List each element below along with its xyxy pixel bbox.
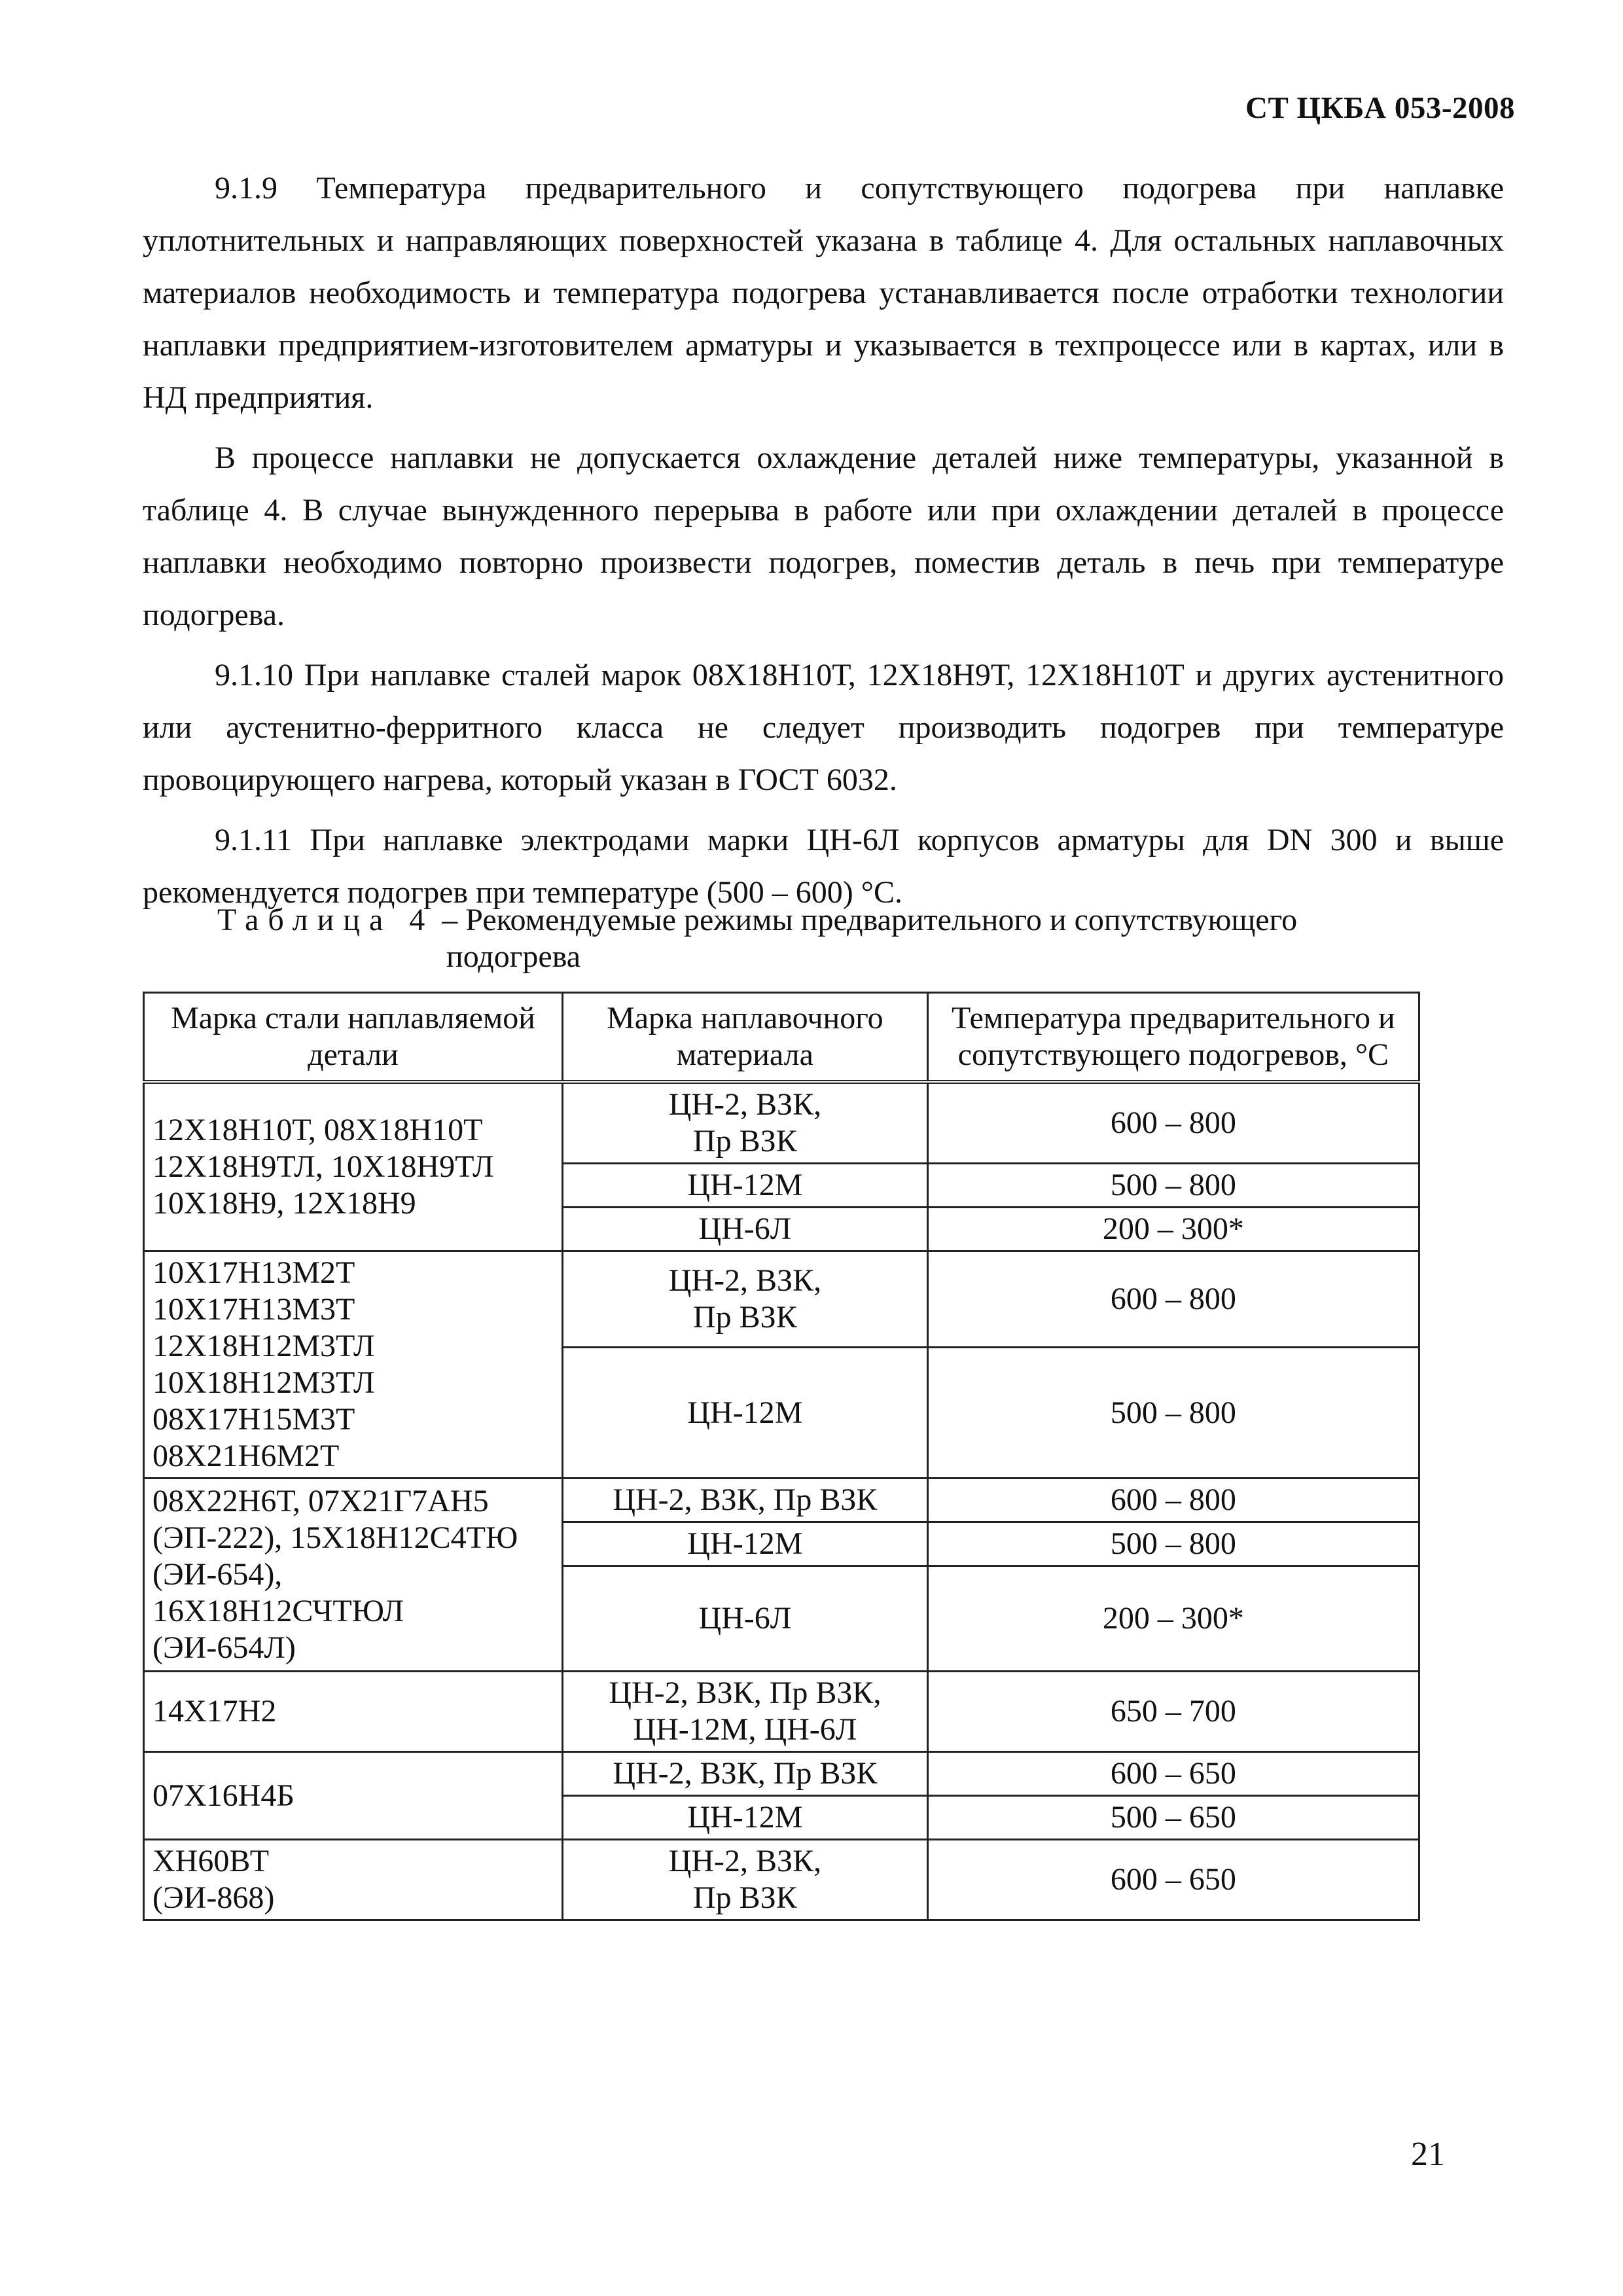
material-cell: ЦН-6Л <box>563 1208 928 1251</box>
table-row <box>144 1082 1419 1164</box>
preheat-modes-table <box>143 992 1420 1921</box>
material-cell: ЦН-2, ВЗК, Пр ВЗК <box>563 1251 928 1348</box>
material-cell: ЦН-12М <box>563 1348 928 1479</box>
temperature-cell: 500 – 800 <box>927 1164 1419 1208</box>
table-row <box>144 1479 1419 1522</box>
table-caption-line-1 <box>217 902 1461 939</box>
temperature-cell: 650 – 700 <box>927 1672 1419 1752</box>
material-cell: ЦН-12М <box>563 1164 928 1208</box>
steel-grade-cell: 12Х18Н10Т, 08Х18Н10Т 12Х18Н9ТЛ, 10Х18Н9ТЛ 10Х18Н9, 12Х18Н9 <box>144 1082 563 1251</box>
table-caption-line-2: подогрева <box>446 939 581 974</box>
material-cell: ЦН-2, ВЗК, Пр ВЗК, ЦН-12М, ЦН-6Л <box>563 1672 928 1752</box>
steel-grade-cell: 14Х17Н2 <box>144 1672 563 1752</box>
temperature-cell: 200 – 300* <box>927 1566 1419 1672</box>
body-text <box>143 162 1504 927</box>
paragraph-9-1-11: 9.1.11 При наплавке электродами марки ЦН-6Л корпусов арматуры для DN 300 и выше рекомендуется подогрев при температуре (500 – 600) °С. <box>143 823 1504 910</box>
material-cell: ЦН-12М <box>563 1796 928 1840</box>
material-cell: ЦН-2, ВЗК, Пр ВЗК <box>563 1082 928 1164</box>
steel-grade-cell: ХН60ВТ (ЭИ-868) <box>144 1840 563 1920</box>
material-cell: ЦН-6Л <box>563 1566 928 1672</box>
material-cell: ЦН-12М <box>563 1522 928 1566</box>
material-cell: ЦН-2, ВЗК, Пр ВЗК <box>563 1752 928 1796</box>
steel-grade-cell: 10Х17Н13М2Т 10Х17Н13М3Т 12Х18Н12М3ТЛ 10Х18Н12М3ТЛ 08Х17Н15М3Т 08Х21Н6М2Т <box>144 1251 563 1479</box>
temperature-cell: 600 – 650 <box>927 1752 1419 1796</box>
temperature-cell: 500 – 800 <box>927 1348 1419 1479</box>
document-code-header: СТ ЦКБА 053-2008 <box>1245 91 1515 125</box>
table-row <box>144 1840 1419 1920</box>
material-cell: ЦН-2, ВЗК, Пр ВЗК <box>563 1479 928 1522</box>
temperature-cell: 200 – 300* <box>927 1208 1419 1251</box>
temperature-cell: 600 – 800 <box>927 1251 1419 1348</box>
table-header-row <box>144 993 1419 1083</box>
temperature-cell: 600 – 800 <box>927 1479 1419 1522</box>
table-caption <box>217 902 1461 975</box>
table-row <box>144 1251 1419 1348</box>
temperature-cell: 500 – 650 <box>927 1796 1419 1840</box>
table-caption-dash: – <box>434 903 466 937</box>
header-steel-grade: Марка стали наплавляемой детали <box>144 993 563 1083</box>
temperature-cell: 600 – 800 <box>927 1082 1419 1164</box>
temperature-cell: 500 – 800 <box>927 1522 1419 1566</box>
temperature-cell: 600 – 650 <box>927 1840 1419 1920</box>
steel-grade-cell: 07Х16Н4Б <box>144 1752 563 1840</box>
table-caption-label: Таблица 4 <box>217 903 435 937</box>
header-filler-material: Марка наплавочного материала <box>563 993 928 1083</box>
steel-grade-cell: 08Х22Н6Т, 07Х21Г7АН5 (ЭП-222), 15Х18Н12С4ТЮ (ЭИ-654), 16Х18Н12СЧТЮЛ (ЭИ-654Л) <box>144 1479 563 1672</box>
table-caption-title: Рекомендуемые режимы предварительного и сопутствующего <box>465 903 1298 937</box>
header-temperature: Температура предварительного и сопутствующего подогревов, °С <box>927 993 1419 1083</box>
material-cell: ЦН-2, ВЗК, Пр ВЗК <box>563 1840 928 1920</box>
page-number: 21 <box>1411 2136 1445 2173</box>
paragraph-cooling: В процессе наплавки не допускается охлаждение деталей ниже температуры, указанной в таблице 4. В случае вынужденного перерыва в работе или при охлаждении деталей в процессе наплавки необходимо повторно произвести подогрев, поместив деталь в печь при температуре подогрева. <box>143 440 1504 632</box>
paragraph-9-1-10: 9.1.10 При наплавке сталей марок 08Х18Н10Т, 12Х18Н9Т, 12Х18Н10Т и других аустенитного или аустенитно-ферритного класса не следует производить подогрев при температуре провоцирующего нагрева, который указан в ГОСТ 6032. <box>143 658 1504 797</box>
table-row <box>144 1752 1419 1796</box>
table-row <box>144 1672 1419 1752</box>
paragraph-9-1-9: 9.1.9 Температура предварительного и сопутствующего подогрева при наплавке уплотнительных и направляющих поверхностей указана в таблице 4. Для остальных наплавочных материалов необходимость и температура подогрева устанавливается после отработки технологии наплавки предприятием-изготовителем арматуры и указывается в техпроцессе или в картах, или в НД предприятия. <box>143 171 1504 415</box>
